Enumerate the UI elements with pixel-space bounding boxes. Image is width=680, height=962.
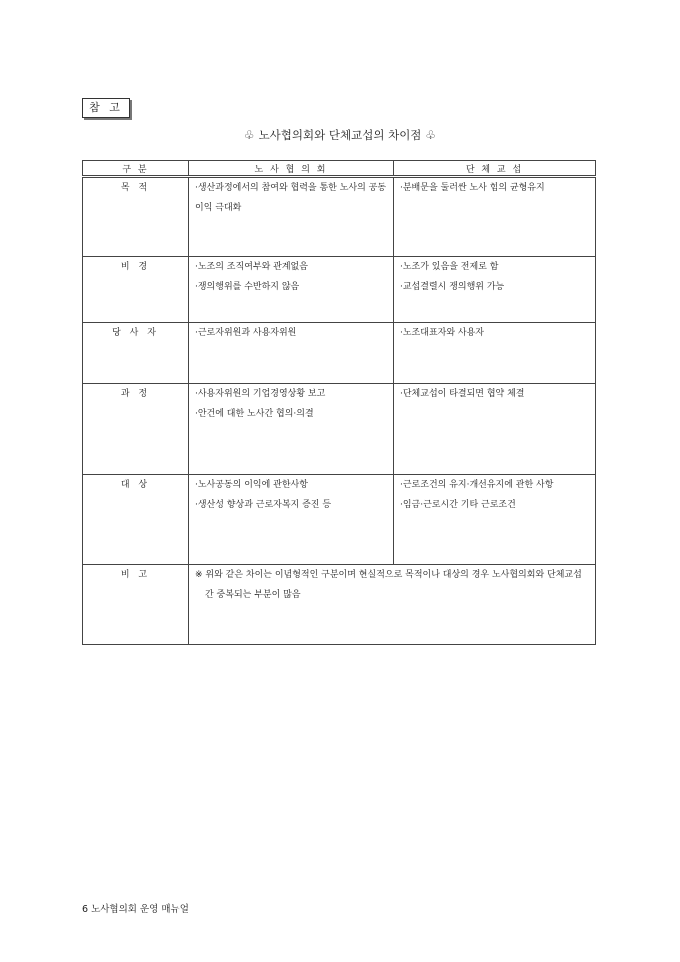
table-row-process — [83, 384, 596, 475]
title-text: 노사협의회와 단체교섭의 차이점 — [258, 128, 422, 142]
list-item: ·교섭결렬시 쟁의행위 가능 — [400, 282, 505, 292]
list-item: ·노조대표자와 사용자 — [400, 328, 484, 338]
list-item: ·분배문을 둘러싼 노사 힘의 균형유지 — [400, 183, 545, 193]
table-row-subject — [83, 475, 596, 565]
page-footer: 6 노사협의회 운영 매뉴얼 — [82, 904, 189, 915]
table-header-row — [83, 161, 596, 177]
list-item: ·노조가 있음을 전제로 함 — [400, 262, 499, 272]
row-label: 과 정 — [83, 384, 189, 475]
bargaining-cell — [394, 384, 596, 475]
remarks-cell — [189, 565, 596, 645]
row-label: 목 적 — [83, 177, 189, 257]
council-cell — [189, 475, 394, 565]
remarks-note: ※ 위와 같은 차이는 이념형적인 구분이며 현실적으로 목적이나 대상의 경우 노사협의회와 단체교섭간 중복되는 부분이 많음 — [195, 570, 582, 600]
list-item: ·생산과정에서의 참여와 협력을 통한 노사의 공동이익 극대화 — [195, 183, 387, 213]
bargaining-cell — [394, 323, 596, 384]
bargaining-cell — [394, 177, 596, 257]
council-cell — [189, 384, 394, 475]
list-item: ·단체교섭이 타결되면 협약 체결 — [400, 389, 525, 399]
list-item: ·근로조건의 유지·개선유지에 관한 사항 — [400, 480, 554, 490]
header-category: 구 분 — [83, 161, 189, 177]
list-item: ·노조의 조직여부와 관계없음 — [195, 262, 308, 272]
council-cell — [189, 323, 394, 384]
list-item: ·임금·근로시간 기타 근로조건 — [400, 500, 516, 510]
council-cell — [189, 257, 394, 323]
list-item: ·노사공동의 이익에 관한사항 — [195, 480, 308, 490]
list-item: ·근로자위원과 사용자위원 — [195, 328, 297, 338]
list-item: ·생산성 향상과 근로자복지 증진 등 — [195, 500, 332, 510]
list-item: ·쟁의행위를 수반하지 않음 — [195, 282, 300, 292]
page-title — [0, 127, 680, 143]
bargaining-cell — [394, 475, 596, 565]
row-label: 비 경 — [83, 257, 189, 323]
header-council: 노 사 협 의 회 — [189, 161, 394, 177]
table-row-background — [83, 257, 596, 323]
clover-icon: ♧ — [425, 128, 437, 142]
clover-icon: ♧ — [243, 128, 255, 142]
comparison-table — [82, 160, 596, 645]
bargaining-cell — [394, 257, 596, 323]
list-item: ·사용자위원의 기업경영상황 보고 — [195, 389, 326, 399]
table-row-remarks — [83, 565, 596, 645]
council-cell — [189, 177, 394, 257]
row-label: 비 고 — [83, 565, 189, 645]
header-bargaining: 단 체 교 섭 — [394, 161, 596, 177]
reference-tag: 참 고 — [82, 98, 130, 118]
list-item: ·안건에 대한 노사간 협의·의결 — [195, 409, 314, 419]
row-label: 당 사 자 — [83, 323, 189, 384]
table-row-parties — [83, 323, 596, 384]
row-label: 대 상 — [83, 475, 189, 565]
table-row-purpose — [83, 177, 596, 257]
